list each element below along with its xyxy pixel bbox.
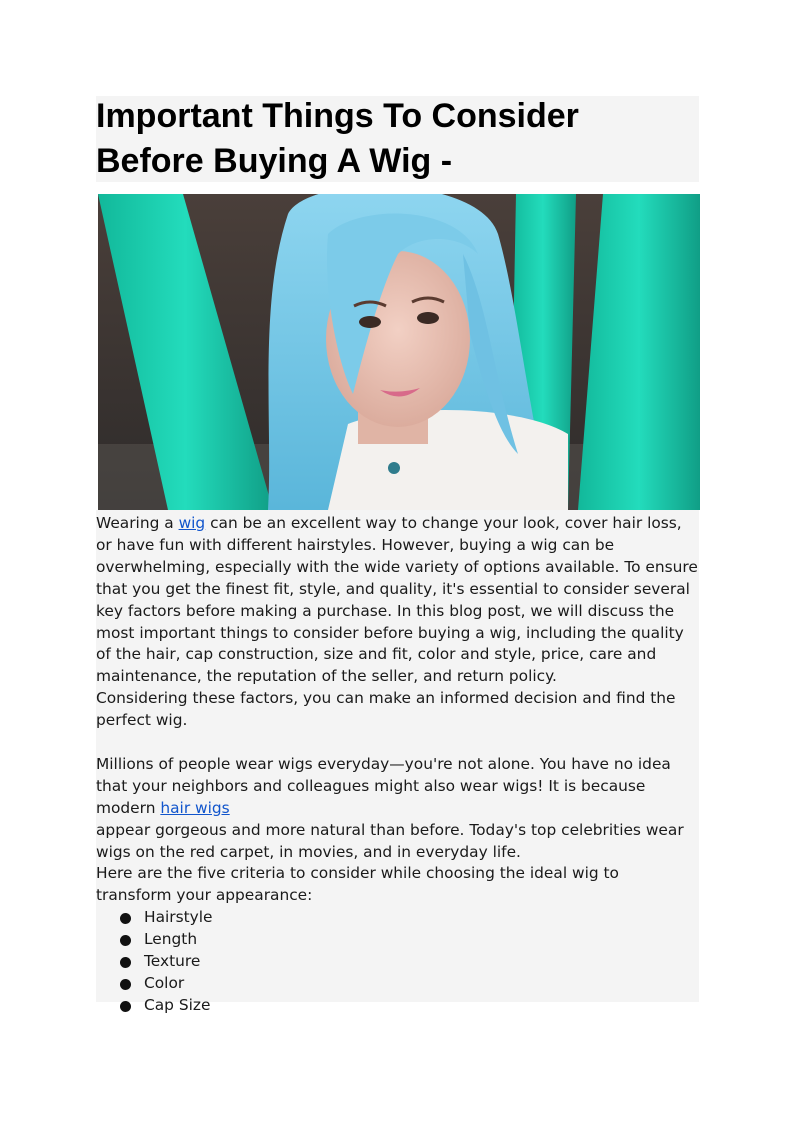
intro-conclusion: Considering these factors, you can make an informed decision and find the perfect wig. <box>96 689 676 730</box>
bullet-icon <box>120 1001 131 1012</box>
title-line-2: Before Buying A Wig - <box>96 142 453 180</box>
criteria-label: Length <box>144 930 198 949</box>
wig-link[interactable]: wig <box>178 514 206 532</box>
criteria-intro: Here are the five criteria to consider while choosing the ideal wig to transform your appearance: <box>96 864 619 905</box>
list-item <box>120 907 699 929</box>
wearers-text: Millions of people wear wigs everyday—you're not alone. You have no idea that your neighbors and colleagues might also wear wigs! It is because modern <box>96 754 671 817</box>
intro-text-start: Wearing a <box>96 514 179 532</box>
criteria-label: Cap Size <box>144 995 211 1014</box>
celebrities-paragraph: appear gorgeous and more natural than before. Today's top celebrities wear wigs on the red carpet, in movies, and in everyday life. <box>96 820 684 861</box>
list-item <box>120 995 699 1017</box>
intro-text-rest: can be an excellent way to change your look, cover hair loss, or have fun with different hairstyles. However, buying a wig can be overwhelming, especially with the wide variety of options available. To ensure that you get the finest fit, style, and quality, it's essential to consider several key factors before making a purchase. In this blog post, we will discuss the most important things to consider before buying a wig, including the quality of the hair, cap construction, size and fit, color and style, price, care and maintenance, the reputation of the seller, and return policy. <box>96 514 698 686</box>
criteria-label: Texture <box>144 952 201 971</box>
criteria-label: Color <box>144 973 185 992</box>
criteria-label: Hairstyle <box>144 908 213 927</box>
paragraph-spacer <box>96 732 699 754</box>
list-item <box>120 951 699 973</box>
article-body <box>96 513 699 1017</box>
title-line-1: Important Things To Consider <box>96 97 579 135</box>
title-block <box>96 96 699 182</box>
bullet-icon <box>120 979 131 990</box>
bullet-icon <box>120 957 131 968</box>
bullet-icon <box>120 935 131 946</box>
bullet-icon <box>120 913 131 924</box>
photo-woman-blue-hair-icon <box>98 194 700 510</box>
wearers-paragraph <box>96 754 699 820</box>
hero-image <box>98 194 700 510</box>
list-item <box>120 973 699 995</box>
page-title <box>96 94 699 184</box>
hair-wigs-link[interactable]: hair wigs <box>160 798 230 817</box>
criteria-list <box>96 907 699 1016</box>
intro-paragraph <box>96 513 699 688</box>
list-item <box>120 929 699 951</box>
